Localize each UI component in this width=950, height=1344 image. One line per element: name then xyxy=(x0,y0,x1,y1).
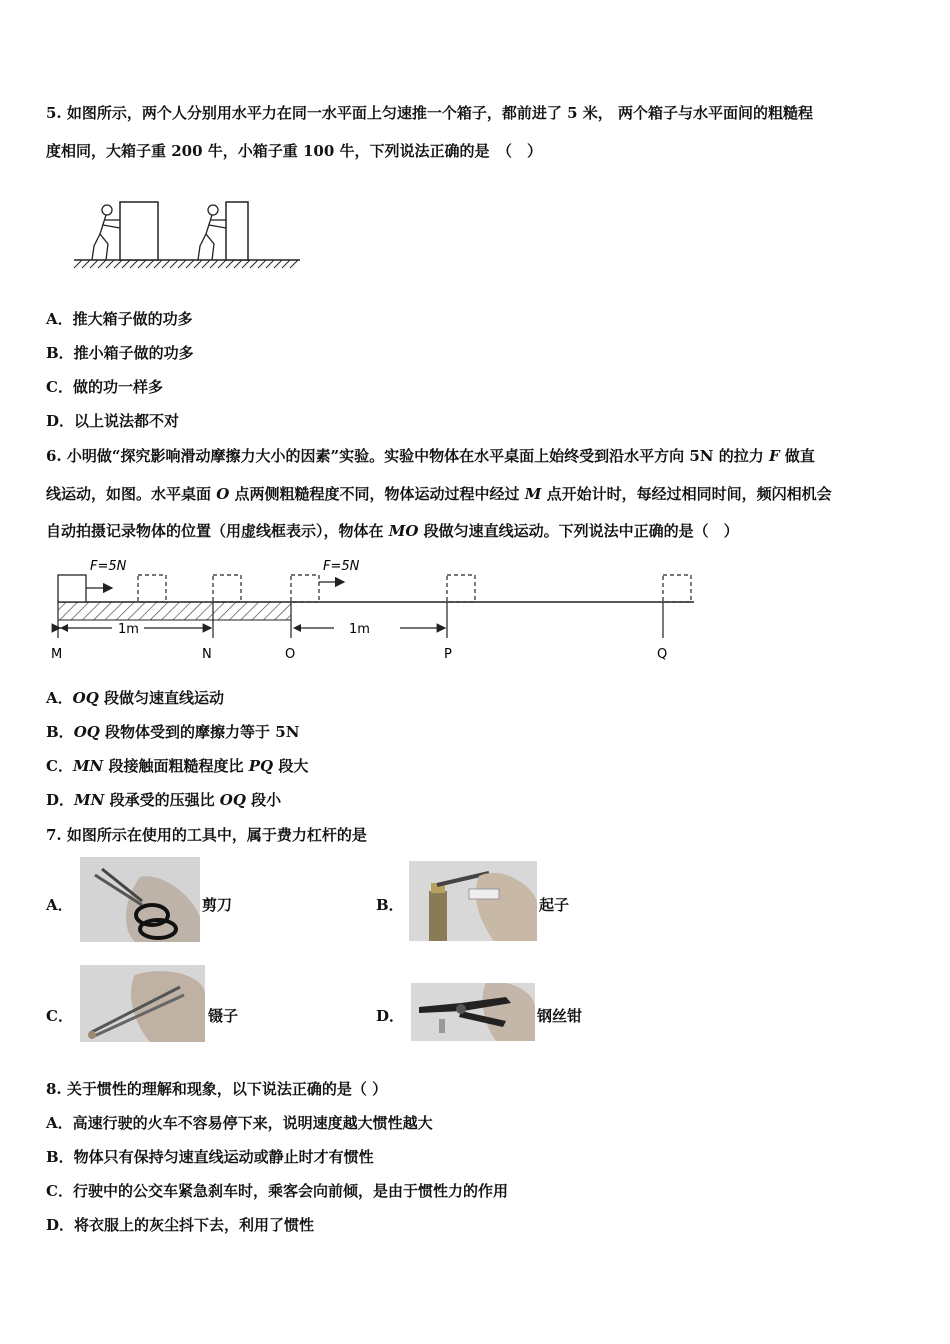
force-label-2: F=5N xyxy=(323,559,360,574)
bottle-opener-photo xyxy=(409,861,537,941)
q6-option-c[interactable]: C．MN 段接触面粗糙程度比 PQ 段大 xyxy=(46,757,309,775)
scissors-photo xyxy=(80,857,200,942)
block xyxy=(58,575,86,602)
q5-pushing-boxes-figure xyxy=(70,198,302,274)
q5-option-b[interactable]: B．推小箱子做的功多 xyxy=(46,344,194,362)
tweezers-photo xyxy=(80,965,205,1042)
q6-option-d[interactable]: D．MN 段承受的压强比 OQ 段小 xyxy=(46,791,282,809)
q5-stem-line2: 度相同，大箱子重 200 牛，小箱子重 100 牛，下列说法正确的是 （ ） xyxy=(46,142,543,160)
q6-option-a[interactable]: A．OQ 段做匀速直线运动 xyxy=(46,689,225,707)
point-n: N xyxy=(202,647,212,662)
dist-label-op: 1m xyxy=(349,622,370,637)
dist-label-mn: 1m xyxy=(118,622,139,637)
q6-stem-line1: 6. 小明做“探究影响滑动摩擦力大小的因素”实验。实验中物体在水平桌面上始终受到沿水平方向 5N 的拉力 F 做直 xyxy=(46,447,815,465)
q7-option-a-letter[interactable]: A． xyxy=(46,896,73,914)
q7-stem: 7. 如图所示在使用的工具中，属于费力杠杆的是 xyxy=(46,826,367,844)
q7-option-d-letter[interactable]: D． xyxy=(376,1007,405,1025)
force-label-1: F=5N xyxy=(90,559,127,574)
q8-option-a[interactable]: A．高速行驶的火车不容易停下来，说明速度越大惯性越大 xyxy=(46,1114,433,1132)
q6-friction-figure xyxy=(44,556,704,666)
q7-option-b-name: 起子 xyxy=(539,896,570,914)
pliers-photo xyxy=(411,983,535,1041)
point-q: Q xyxy=(657,647,668,662)
rough-surface xyxy=(58,602,291,620)
q6-option-b[interactable]: B．OQ 段物体受到的摩擦力等于 5N xyxy=(46,723,300,741)
point-m: M xyxy=(51,647,63,662)
q7-option-d-name: 钢丝钳 xyxy=(537,1007,583,1025)
point-p: P xyxy=(444,647,452,662)
q7-option-a-name: 剪刀 xyxy=(202,896,233,914)
q8-option-c[interactable]: C．行驶中的公交车紧急刹车时，乘客会向前倾，是由于惯性力的作用 xyxy=(46,1182,508,1200)
q7-option-c-name: 镊子 xyxy=(208,1007,239,1025)
q7-option-b-letter[interactable]: B． xyxy=(376,896,404,914)
q8-option-d[interactable]: D．将衣服上的灰尘抖下去，利用了惯性 xyxy=(46,1216,315,1234)
q5-option-c[interactable]: C．做的功一样多 xyxy=(46,378,163,396)
q8-option-b[interactable]: B．物体只有保持匀速直线运动或静止时才有惯性 xyxy=(46,1148,374,1166)
q6-stem-line3: 自动拍摄记录物体的位置（用虚线框表示），物体在 MO 段做匀速直线运动。下列说法中正确的是（ ） xyxy=(46,522,739,540)
q5-option-a[interactable]: A．推大箱子做的功多 xyxy=(46,310,193,328)
q8-stem: 8. 关于惯性的理解和现象，以下说法正确的是（ ） xyxy=(46,1080,388,1098)
q5-option-d[interactable]: D．以上说法都不对 xyxy=(46,412,180,430)
q5-stem-line1: 5. 如图所示，两个人分别用水平力在同一水平面上匀速推一个箱子，都前进了 5 米， 两个箱子与水平面间的粗糙程 xyxy=(46,104,813,122)
q6-stem-line2: 线运动，如图。水平桌面 O 点两侧粗糙程度不同，物体运动过程中经过 M 点开始计时，每经过相同时间，频闪相机会 xyxy=(46,485,832,503)
point-o: O xyxy=(285,647,296,662)
q7-option-c-letter[interactable]: C． xyxy=(46,1007,73,1025)
